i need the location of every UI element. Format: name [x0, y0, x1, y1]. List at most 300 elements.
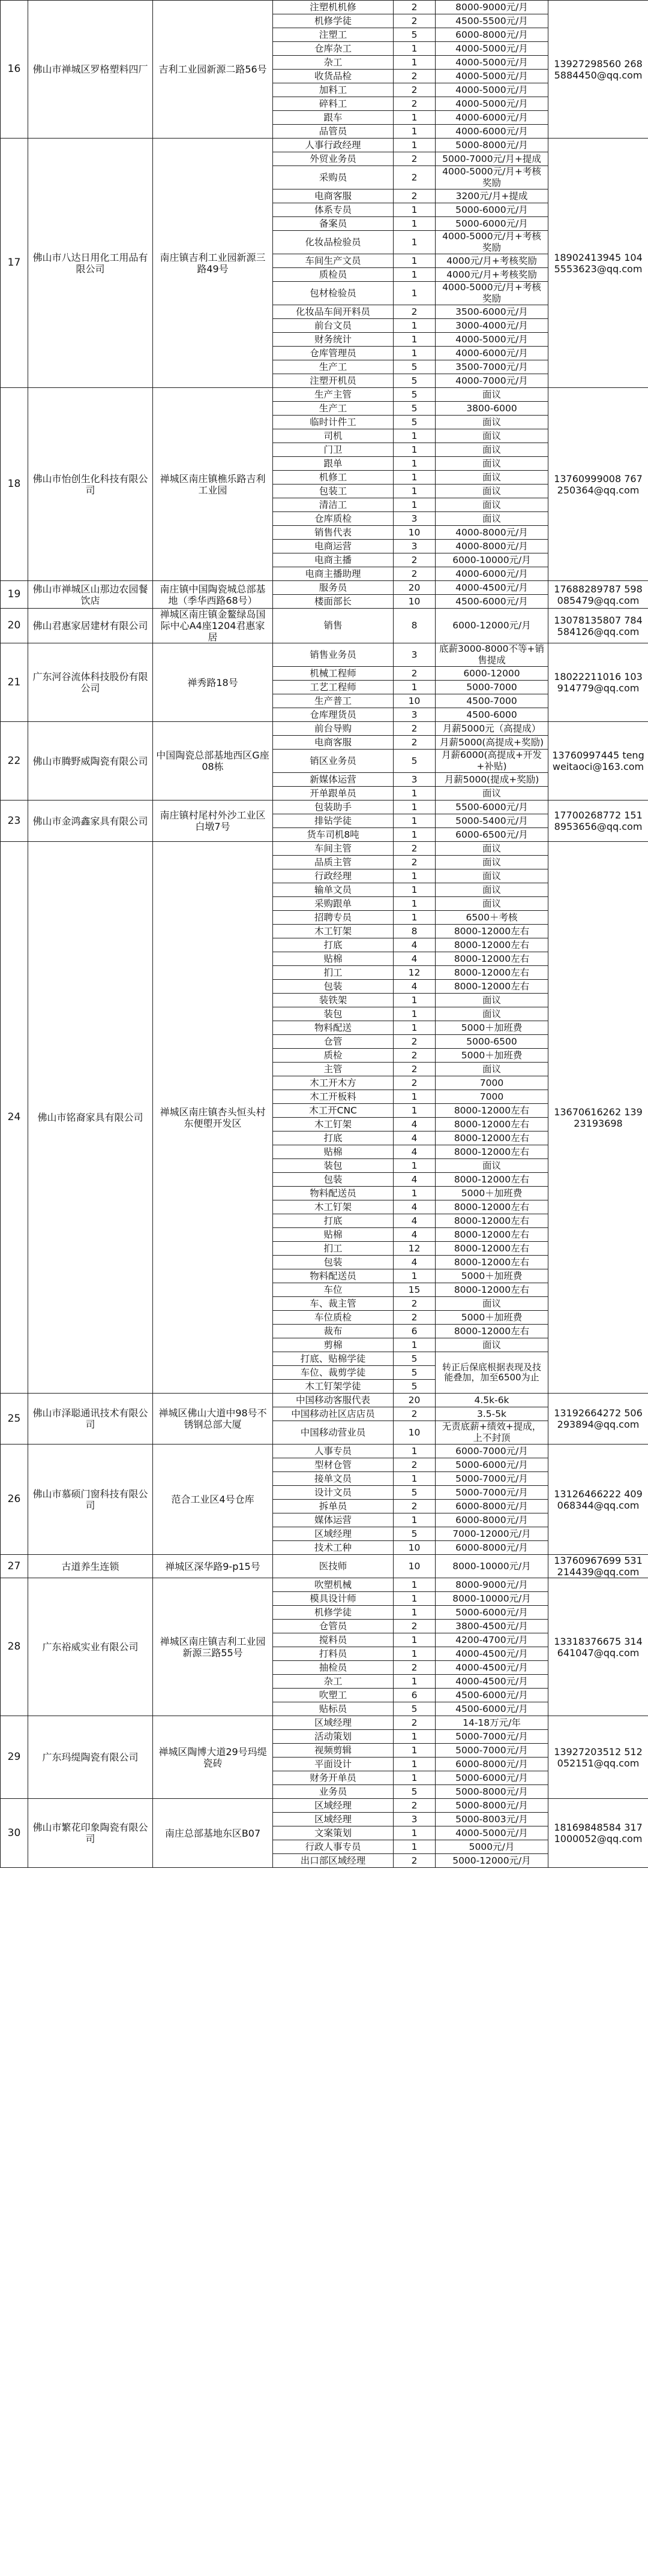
job-count: 3 — [394, 643, 436, 667]
job-title: 仓库杂工 — [273, 42, 394, 56]
job-salary: 面议 — [436, 388, 548, 402]
job-title: 体系专员 — [273, 203, 394, 217]
job-title: 包装 — [273, 980, 394, 994]
job-salary: 面议 — [436, 416, 548, 429]
job-count: 1 — [394, 1758, 436, 1771]
job-count: 1 — [394, 217, 436, 231]
job-salary: 4000-4500元/月 — [436, 1647, 548, 1661]
job-title: 销区业务员 — [273, 750, 394, 773]
job-salary: 面议 — [436, 484, 548, 498]
job-salary: 月薪5000元（高提成） — [436, 722, 548, 736]
job-salary: 4000-5000元/月 — [436, 56, 548, 70]
job-salary: 5000-6000元/月 — [436, 1458, 548, 1472]
job-count: 2 — [394, 70, 436, 83]
job-count: 5 — [394, 1352, 436, 1366]
job-title: 包装 — [273, 1173, 394, 1187]
job-salary: 5000-6000元/月 — [436, 217, 548, 231]
job-count: 2 — [394, 1661, 436, 1675]
job-salary: 4200-4700元/月 — [436, 1633, 548, 1647]
company-contact: 17700268772 1518953656@qq.com — [548, 801, 648, 842]
job-count: 8 — [394, 925, 436, 938]
company-number: 16 — [1, 1, 28, 139]
job-title: 区域经理 — [273, 1716, 394, 1730]
company-number: 21 — [1, 643, 28, 722]
job-salary: 4500-6000元/月 — [436, 595, 548, 609]
job-count: 2 — [394, 1035, 436, 1049]
job-salary: 5000-6000元/月 — [436, 1606, 548, 1620]
job-title: 扪工 — [273, 1242, 394, 1256]
job-count: 1 — [394, 994, 436, 1007]
company-number: 30 — [1, 1799, 28, 1868]
job-title: 车间生产文员 — [273, 254, 394, 268]
job-salary: 5000-7000元/月 — [436, 1730, 548, 1744]
job-count: 2 — [394, 1049, 436, 1063]
company-name: 佛山市怡创生化科技有限公司 — [28, 388, 153, 581]
job-salary: 8000-12000左右 — [436, 925, 548, 938]
company-address: 吉利工业园新源二路56号 — [153, 1, 273, 139]
job-salary: 4500-5500元/月 — [436, 14, 548, 28]
company-contact: 13760999008 767250364@qq.com — [548, 388, 648, 581]
job-salary: 7000 — [436, 1076, 548, 1090]
job-salary: 8000-9000元/月 — [436, 1, 548, 14]
company-address: 中国陶瓷总部基地西区G座08栋 — [153, 722, 273, 801]
job-salary: 4000-6000元/月 — [436, 111, 548, 125]
job-salary: 4000-6000元/月 — [436, 567, 548, 581]
company-number: 20 — [1, 609, 28, 643]
job-salary: 面议 — [436, 1007, 548, 1021]
job-count: 4 — [394, 1131, 436, 1145]
job-count: 1 — [394, 254, 436, 268]
job-title: 门卫 — [273, 443, 394, 457]
job-title: 吹塑机械 — [273, 1578, 394, 1592]
job-count: 2 — [394, 722, 436, 736]
company-contact: 13760997445 tengweitaoci@163.com — [548, 722, 648, 801]
job-salary: 4500-6000元/月 — [436, 1689, 548, 1702]
job-salary: 6000-8000元/月 — [436, 1758, 548, 1771]
job-salary: 4000-5000元/月 — [436, 97, 548, 111]
company-address: 范合工业区4号仓库 — [153, 1445, 273, 1555]
job-title: 临时计件工 — [273, 416, 394, 429]
job-salary: 4000元/月+考核奖励 — [436, 254, 548, 268]
job-count: 6 — [394, 1325, 436, 1338]
job-salary: 8000-10000元/月 — [436, 1555, 548, 1578]
job-row — [1, 139, 648, 152]
job-salary: 4000-6000元/月 — [436, 347, 548, 360]
job-salary: 面议 — [436, 457, 548, 471]
job-salary: 面议 — [436, 1159, 548, 1173]
job-count: 4 — [394, 1145, 436, 1159]
job-title: 仓库质检 — [273, 512, 394, 526]
job-title: 电商运营 — [273, 540, 394, 553]
company-number: 22 — [1, 722, 28, 801]
job-title: 货车司机8吨 — [273, 828, 394, 842]
job-count: 1 — [394, 319, 436, 333]
job-salary: 面议 — [436, 443, 548, 457]
job-count: 1 — [394, 1675, 436, 1689]
job-count: 3 — [394, 773, 436, 787]
job-salary: 4000-5000元/月+考核奖励 — [436, 166, 548, 189]
job-salary: 面议 — [436, 883, 548, 897]
job-salary: 5000-7000元/月 — [436, 1744, 548, 1758]
job-title: 品质主管 — [273, 856, 394, 869]
job-title: 排钻学徒 — [273, 814, 394, 828]
job-salary: 8000-12000左右 — [436, 1256, 548, 1269]
company-name: 佛山市泽聪通讯技术有限公司 — [28, 1394, 153, 1445]
job-title: 收货品检 — [273, 70, 394, 83]
company-number: 26 — [1, 1445, 28, 1555]
job-salary: 8000-12000左右 — [436, 1228, 548, 1242]
job-count: 1 — [394, 1021, 436, 1035]
job-salary: 5000＋加班费 — [436, 1311, 548, 1325]
job-count: 4 — [394, 1228, 436, 1242]
job-title: 打底 — [273, 1214, 394, 1228]
company-number: 25 — [1, 1394, 28, 1445]
company-contact: 18022211016 103914779@qq.com — [548, 643, 648, 722]
job-salary: 5000-7000元/月+提成 — [436, 152, 548, 166]
job-count: 2 — [394, 152, 436, 166]
job-row — [1, 1394, 648, 1407]
company-address: 南庄镇村尾村外沙工业区白墩7号 — [153, 801, 273, 842]
company-number: 18 — [1, 388, 28, 581]
job-salary: 8000-12000左右 — [436, 980, 548, 994]
job-count: 10 — [394, 595, 436, 609]
job-salary: 面议 — [436, 1297, 548, 1311]
job-title: 采购员 — [273, 166, 394, 189]
company-address: 禅城区南庄镇杏头恒头村东便塱开发区 — [153, 842, 273, 1394]
job-title: 包装 — [273, 1256, 394, 1269]
job-row — [1, 581, 648, 595]
job-title: 前台导购 — [273, 722, 394, 736]
company-name: 佛山市禅城区山那边农园餐饮店 — [28, 581, 153, 609]
job-count: 1 — [394, 787, 436, 801]
job-title: 开单跟单员 — [273, 787, 394, 801]
job-salary: 面议 — [436, 994, 548, 1007]
job-count: 4 — [394, 1200, 436, 1214]
job-salary: 5000-6000元/月 — [436, 1771, 548, 1785]
job-row — [1, 842, 648, 856]
job-count: 5 — [394, 1380, 436, 1394]
job-salary: 4500-6000元/月 — [436, 1702, 548, 1716]
company-number: 23 — [1, 801, 28, 842]
job-row — [1, 1, 648, 14]
job-count: 4 — [394, 1118, 436, 1131]
job-title: 物料配送员 — [273, 1269, 394, 1283]
job-title: 设计文员 — [273, 1486, 394, 1500]
job-count: 1 — [394, 911, 436, 925]
job-salary: 8000-12000左右 — [436, 938, 548, 952]
job-salary: 面议 — [436, 498, 548, 512]
job-title: 扪工 — [273, 966, 394, 980]
job-salary: 无责底薪+绩效+提成，上不封顶 — [436, 1421, 548, 1445]
job-count: 1 — [394, 828, 436, 842]
job-title: 出口部区域经理 — [273, 1854, 394, 1868]
company-number: 19 — [1, 581, 28, 609]
job-count: 1 — [394, 443, 436, 457]
job-count: 1 — [394, 471, 436, 484]
job-count: 10 — [394, 1541, 436, 1555]
company-address: 禅城区深华路9-p15号 — [153, 1555, 273, 1578]
job-count: 4 — [394, 980, 436, 994]
job-count: 1 — [394, 1007, 436, 1021]
job-count: 10 — [394, 1555, 436, 1578]
job-title: 工艺工程师 — [273, 681, 394, 694]
job-count: 5 — [394, 28, 436, 42]
job-count: 2 — [394, 1500, 436, 1513]
job-title: 司机 — [273, 429, 394, 443]
job-salary: 4000-7000元/月 — [436, 374, 548, 388]
job-count: 3 — [394, 708, 436, 722]
job-salary: 7000-12000元/月 — [436, 1527, 548, 1541]
job-row — [1, 801, 648, 814]
job-title: 装包 — [273, 1007, 394, 1021]
job-salary: 4000-5000元/月 — [436, 333, 548, 347]
job-count: 1 — [394, 1445, 436, 1458]
job-salary: 8000-12000左右 — [436, 1118, 548, 1131]
job-count: 2 — [394, 1297, 436, 1311]
job-count: 1 — [394, 1606, 436, 1620]
job-count: 1 — [394, 1840, 436, 1854]
job-title: 媒体运营 — [273, 1513, 394, 1527]
job-title: 区域经理 — [273, 1527, 394, 1541]
job-count: 4 — [394, 1256, 436, 1269]
job-salary: 8000-12000左右 — [436, 966, 548, 980]
company-number: 27 — [1, 1555, 28, 1578]
job-salary: 4500-6000 — [436, 708, 548, 722]
job-count: 2 — [394, 842, 436, 856]
job-count: 2 — [394, 1407, 436, 1421]
job-title: 行政人事专员 — [273, 1840, 394, 1854]
job-count: 5 — [394, 360, 436, 374]
job-salary: 4000-8000元/月 — [436, 526, 548, 540]
job-salary: 3800-6000 — [436, 402, 548, 416]
job-title: 质检 — [273, 1049, 394, 1063]
job-title: 文案策划 — [273, 1826, 394, 1840]
job-title: 剪棉 — [273, 1338, 394, 1352]
job-count: 2 — [394, 14, 436, 28]
job-title: 车间主管 — [273, 842, 394, 856]
company-name: 佛山市繁花印象陶瓷有限公司 — [28, 1799, 153, 1868]
job-salary: 面议 — [436, 856, 548, 869]
job-row — [1, 643, 648, 667]
job-title: 裁布 — [273, 1325, 394, 1338]
job-salary: 5000-8000元/月 — [436, 139, 548, 152]
job-count: 1 — [394, 1647, 436, 1661]
job-count: 1 — [394, 268, 436, 282]
company-contact: 18902413945 1045553623@qq.com — [548, 139, 648, 388]
company-contact: 13927298560 2685884450@qq.com — [548, 1, 648, 139]
job-salary: 4000-5000元/月 — [436, 83, 548, 97]
job-title: 技术工种 — [273, 1541, 394, 1555]
job-title: 中国移动社区店店员 — [273, 1407, 394, 1421]
job-title: 行政经理 — [273, 869, 394, 883]
job-salary: 5000元/月 — [436, 1840, 548, 1854]
job-salary: 面议 — [436, 1338, 548, 1352]
job-title: 中国移动客服代表 — [273, 1394, 394, 1407]
job-count: 2 — [394, 553, 436, 567]
job-count: 6 — [394, 1689, 436, 1702]
job-salary: 4000-5000元/月+考核奖励 — [436, 282, 548, 305]
job-count: 1 — [394, 139, 436, 152]
company-address: 禅城区陶博大道29号玛缇瓷砖 — [153, 1716, 273, 1799]
job-title: 装包 — [273, 1159, 394, 1173]
company-address: 南庄镇中国陶瓷城总部基地（季华西路68号） — [153, 581, 273, 609]
job-salary: 8000-12000左右 — [436, 1214, 548, 1228]
job-count: 2 — [394, 1716, 436, 1730]
job-count: 4 — [394, 952, 436, 966]
job-salary: 4500-7000 — [436, 694, 548, 708]
job-title: 机械工程师 — [273, 667, 394, 681]
job-title: 化妆品检验员 — [273, 231, 394, 254]
job-count: 2 — [394, 1620, 436, 1633]
company-number: 17 — [1, 139, 28, 388]
job-title: 区域经理 — [273, 1799, 394, 1813]
job-count: 2 — [394, 1854, 436, 1868]
company-contact: 13760967699 531214439@qq.com — [548, 1555, 648, 1578]
job-title: 注塑开机员 — [273, 374, 394, 388]
job-salary: 8000-12000左右 — [436, 1173, 548, 1187]
job-title: 贴棉 — [273, 952, 394, 966]
job-salary: 3.5-5k — [436, 1407, 548, 1421]
job-salary: 面议 — [436, 869, 548, 883]
job-title: 木工钉架 — [273, 925, 394, 938]
company-contact: 13126466222 409068344@qq.com — [548, 1445, 648, 1555]
job-count: 4 — [394, 1173, 436, 1187]
job-count: 1 — [394, 347, 436, 360]
job-salary: 4000-8000元/月 — [436, 540, 548, 553]
job-title: 清洁工 — [273, 498, 394, 512]
company-name: 广东河谷流体科技股份有限公司 — [28, 643, 153, 722]
job-title: 木工开板料 — [273, 1090, 394, 1104]
company-name: 佛山市八达日用化工用品有限公司 — [28, 139, 153, 388]
job-count: 1 — [394, 1472, 436, 1486]
job-row — [1, 388, 648, 402]
job-title: 木工钉架学徒 — [273, 1380, 394, 1394]
job-count: 1 — [394, 897, 436, 911]
job-count: 1 — [394, 1187, 436, 1200]
job-salary: 8000-12000左右 — [436, 1242, 548, 1256]
job-count: 20 — [394, 581, 436, 595]
job-row — [1, 722, 648, 736]
job-salary: 5000＋加班费 — [436, 1049, 548, 1063]
job-title: 生产主管 — [273, 388, 394, 402]
company-name: 广东玛缇陶瓷有限公司 — [28, 1716, 153, 1799]
company-address: 禅城区佛山大道中98号不锈钢总部大厦 — [153, 1394, 273, 1445]
job-salary: 7000 — [436, 1090, 548, 1104]
job-salary: 5000-8003元/月 — [436, 1813, 548, 1826]
job-title: 打底、贴棉学徒 — [273, 1352, 394, 1366]
company-number: 28 — [1, 1578, 28, 1716]
job-title: 包装工 — [273, 484, 394, 498]
job-title: 平面设计 — [273, 1758, 394, 1771]
job-salary: 8000-12000左右 — [436, 1283, 548, 1297]
job-salary: 面议 — [436, 842, 548, 856]
job-count: 2 — [394, 189, 436, 203]
job-title: 吹塑工 — [273, 1689, 394, 1702]
job-row — [1, 609, 648, 643]
job-salary: 面议 — [436, 787, 548, 801]
job-count: 1 — [394, 429, 436, 443]
job-salary: 8000-12000左右 — [436, 1145, 548, 1159]
company-number: 24 — [1, 842, 28, 1394]
job-salary: 4000-5000元/月 — [436, 42, 548, 56]
job-salary: 3000-4000元/月 — [436, 319, 548, 333]
job-count: 1 — [394, 231, 436, 254]
job-title: 贴棉 — [273, 1145, 394, 1159]
job-count: 12 — [394, 1242, 436, 1256]
job-title: 仓库理货员 — [273, 708, 394, 722]
job-salary: 3500-6000元/月 — [436, 305, 548, 319]
job-row — [1, 1716, 648, 1730]
job-count: 4 — [394, 1214, 436, 1228]
job-count: 2 — [394, 1063, 436, 1076]
job-title: 接单文员 — [273, 1472, 394, 1486]
job-count: 1 — [394, 1159, 436, 1173]
job-salary: 面议 — [436, 429, 548, 443]
job-salary: 3500-7000元/月 — [436, 360, 548, 374]
job-salary: 5000-6000元/月 — [436, 203, 548, 217]
company-address: 禅秀路18号 — [153, 643, 273, 722]
company-address: 禅城区南庄镇吉利工业园新源三路55号 — [153, 1578, 273, 1716]
job-count: 1 — [394, 1578, 436, 1592]
job-title: 楼面部长 — [273, 595, 394, 609]
job-count: 1 — [394, 801, 436, 814]
job-count: 1 — [394, 814, 436, 828]
job-salary: 8000-12000左右 — [436, 1200, 548, 1214]
job-count: 1 — [394, 1090, 436, 1104]
job-salary: 面议 — [436, 471, 548, 484]
job-salary: 4000-4500元/月 — [436, 1675, 548, 1689]
company-name: 佛山市腾野威陶瓷有限公司 — [28, 722, 153, 801]
company-address: 南庄镇吉利工业园新源三路49号 — [153, 139, 273, 388]
company-name: 广东裕威实业有限公司 — [28, 1578, 153, 1716]
job-title: 装铁架 — [273, 994, 394, 1007]
job-count: 1 — [394, 333, 436, 347]
company-name: 佛山君惠家居建材有限公司 — [28, 609, 153, 643]
job-title: 仓管员 — [273, 1620, 394, 1633]
job-salary: 3200元/月+提成 — [436, 189, 548, 203]
job-count: 1 — [394, 1771, 436, 1785]
job-count: 2 — [394, 83, 436, 97]
job-salary: 底薪3000-8000不等+销售提成 — [436, 643, 548, 667]
company-contact: 13318376675 314641047@qq.com — [548, 1578, 648, 1716]
job-title: 主管 — [273, 1063, 394, 1076]
job-title: 生产工 — [273, 402, 394, 416]
job-title: 木工开木方 — [273, 1076, 394, 1090]
company-contact: 17688289787 598085479@qq.com — [548, 581, 648, 609]
job-count: 2 — [394, 305, 436, 319]
company-name: 古道养生连锁 — [28, 1555, 153, 1578]
job-title: 电商客服 — [273, 189, 394, 203]
job-salary: 6000-8000元/月 — [436, 1500, 548, 1513]
job-title: 备案员 — [273, 217, 394, 231]
company-name: 佛山市金鸿鑫家具有限公司 — [28, 801, 153, 842]
job-count: 1 — [394, 883, 436, 897]
job-salary: 5000＋加班费 — [436, 1021, 548, 1035]
job-count: 2 — [394, 1311, 436, 1325]
job-count: 2 — [394, 1799, 436, 1813]
job-salary: 4000元/月+考核奖励 — [436, 268, 548, 282]
job-salary: 4000-6000元/月 — [436, 125, 548, 139]
job-count: 1 — [394, 457, 436, 471]
job-salary: 4000-5000元/月 — [436, 70, 548, 83]
job-count: 1 — [394, 1513, 436, 1527]
job-title: 杂工 — [273, 56, 394, 70]
job-count: 2 — [394, 1076, 436, 1090]
job-salary: 6500＋考核 — [436, 911, 548, 925]
job-count: 1 — [394, 1592, 436, 1606]
job-salary: 6000-7000元/月 — [436, 1445, 548, 1458]
job-row — [1, 1799, 648, 1813]
